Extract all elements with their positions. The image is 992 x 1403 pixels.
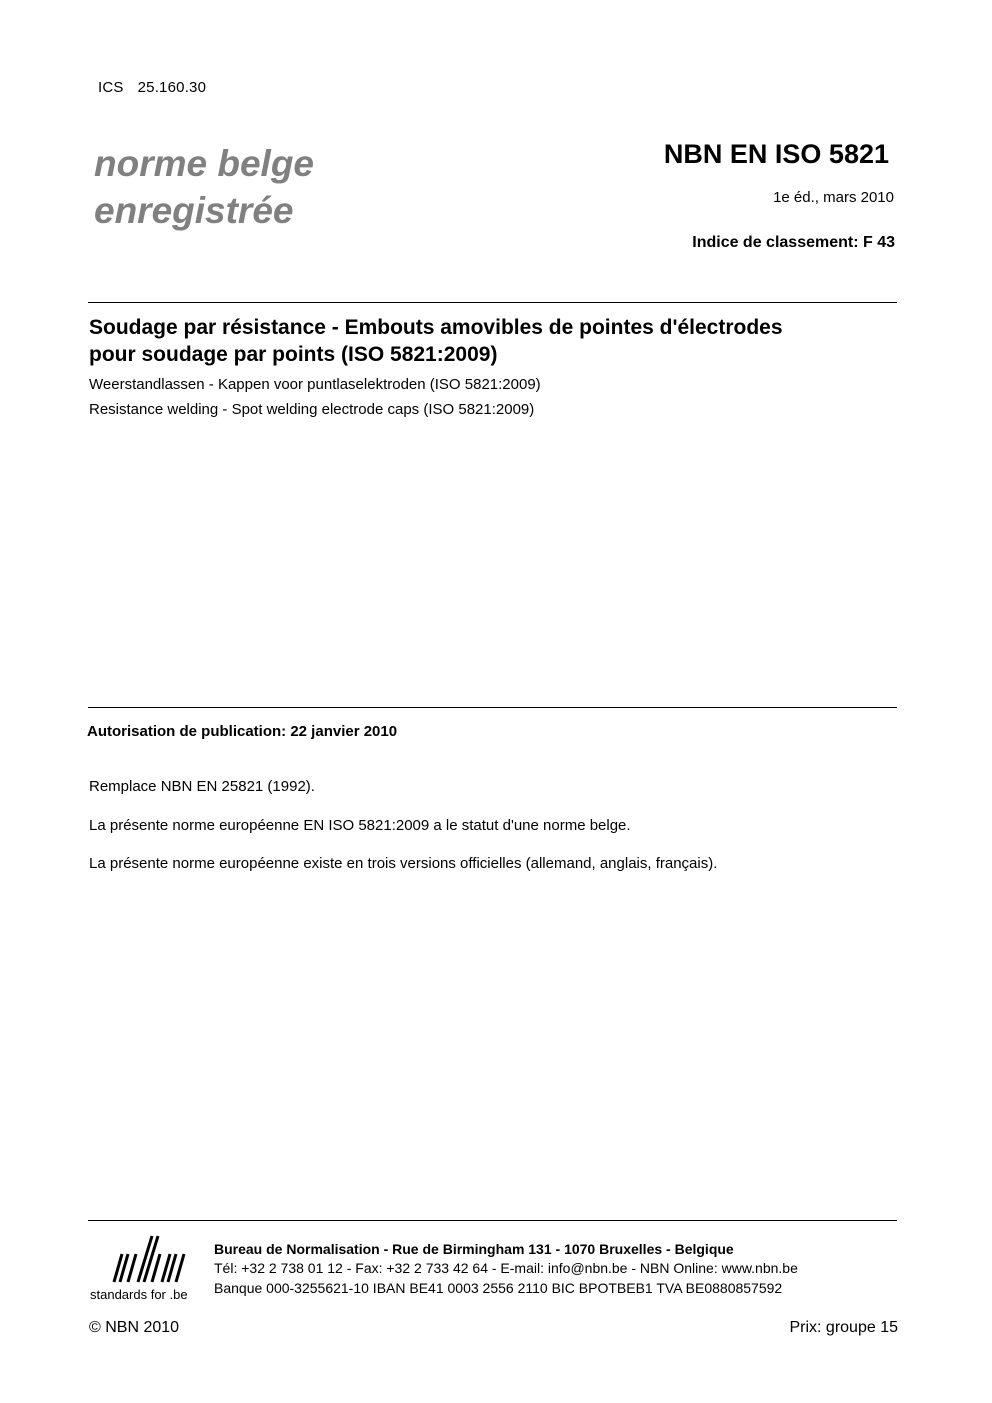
nbn-logo — [86, 1232, 202, 1304]
ics-classification — [98, 79, 206, 96]
copyright: © NBN 2010 — [89, 1319, 180, 1336]
title-french-line-1: Soudage par résistance - Embouts amovibles de pointes d'électrodes — [89, 316, 783, 339]
brand-line-2: enregistrée — [94, 190, 294, 231]
title-english: Resistance welding - Spot welding electrode caps (ISO 5821:2009) — [89, 401, 535, 418]
brand-title — [94, 140, 314, 234]
note-versions: La présente norme européenne existe en trois versions officielles (allemand, anglais, français). — [89, 855, 718, 872]
divider-top — [88, 302, 897, 303]
logo-tagline: standards for .be — [90, 1287, 188, 1302]
edition-date: 1e éd., mars 2010 — [773, 189, 894, 206]
price-group: Prix: groupe 15 — [789, 1319, 898, 1336]
ics-label: ICS — [98, 79, 124, 96]
footer-bank: Banque 000-3255621-10 IBAN BE41 0003 2556 2110 BIC BPOTBEB1 TVA BE0880857592 — [214, 1280, 783, 1296]
standard-number: NBN EN ISO 5821 — [663, 139, 889, 169]
divider-middle — [88, 707, 897, 708]
classification-index: Indice de classement: F 43 — [692, 234, 895, 251]
title-french — [89, 314, 783, 368]
title-french-line-2: pour soudage par points (ISO 5821:2009) — [89, 343, 498, 366]
nbn-logo-mark — [104, 1232, 190, 1284]
brand-line-1: norme belge — [94, 143, 314, 184]
divider-footer — [88, 1220, 897, 1221]
footer-address: Bureau de Normalisation - Rue de Birmingham 131 - 1070 Bruxelles - Belgique — [214, 1241, 734, 1257]
note-status: La présente norme européenne EN ISO 5821:2009 a le statut d'une norme belge. — [89, 817, 631, 834]
ics-code: 25.160.30 — [137, 79, 207, 96]
title-dutch: Weerstandlassen - Kappen voor puntlaselektroden (ISO 5821:2009) — [89, 376, 541, 393]
publication-authorization: Autorisation de publication: 22 janvier 2010 — [87, 723, 398, 740]
footer-contact: Tél: +32 2 738 01 12 - Fax: +32 2 733 42 64 - E-mail: info@nbn.be - NBN Online: www.nbn.be — [214, 1260, 798, 1276]
note-replaces: Remplace NBN EN 25821 (1992). — [89, 778, 315, 795]
